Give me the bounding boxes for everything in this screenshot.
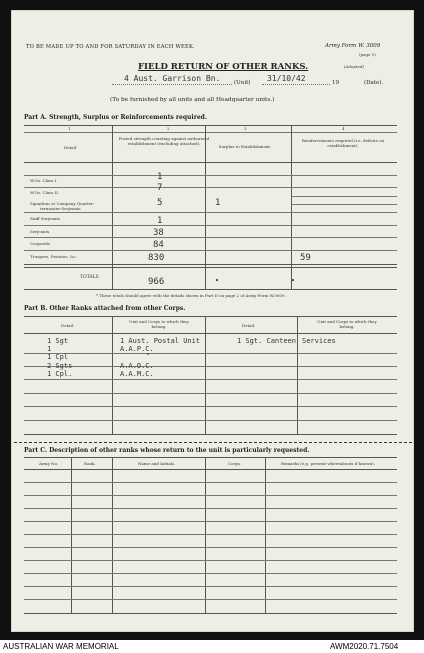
footer-accession-number: AWM2020.71.7504 — [330, 642, 399, 651]
totals-value: 966 — [148, 277, 165, 287]
unit-value: 4 Aust. Garrison Bn. — [124, 74, 221, 83]
part-c-col-rank: Rank. — [84, 461, 96, 466]
adopted-note: (Adopted) — [344, 64, 365, 69]
part-c-title: Part C. Description of other ranks whose return to the unit is particularly requested. — [24, 447, 310, 454]
date-value: 31/10/42 — [267, 74, 306, 83]
col-number-2: 2 — [167, 126, 170, 131]
posted-sgt: 38 — [153, 228, 164, 238]
attached-detail-1: 1 Sgt — [47, 337, 69, 345]
posted-cpl: 84 — [153, 240, 164, 250]
col-header-posted: Posted strength counting against authorized establishment (excluding attached). — [118, 136, 210, 146]
attached-detail-3: 1 Cpl — [47, 353, 69, 361]
totals-note: * These totals should agree with the details shown in Part D on page 2 of Army Form W.3009. — [96, 293, 286, 298]
attached-detail-4: 2 Sgts — [47, 362, 73, 370]
reinf-troopers: 59 — [300, 253, 311, 263]
attached-unit-3: " — [146, 352, 151, 360]
form-title: FIELD RETURN OF OTHER RANKS. — [138, 62, 309, 72]
row-detail-wo2: W.Os. Class II. — [30, 190, 60, 195]
row-detail-troopers: Troopers, Privates, &c. — [30, 254, 78, 259]
col-header-detail: Detail. — [64, 145, 78, 150]
part-c-col-army-no: Army No. — [39, 461, 59, 466]
section-separator — [14, 442, 412, 443]
posted-cqms: 5 — [157, 198, 163, 208]
col-number-3: 3 — [244, 126, 247, 131]
posted-wo2: 7 — [157, 183, 163, 193]
surplus-cqms: 1 — [215, 198, 221, 208]
totals-label: TOTALS — [80, 275, 99, 280]
form-reference: Army Form W. 3009 — [325, 43, 381, 49]
col-number-4: 4 — [342, 126, 345, 131]
furnished-note: (To be furnished by all units and all Headquarter units.) — [110, 97, 275, 103]
attached-unit-5: A.A.M.C. — [120, 370, 154, 378]
row-detail-cqms-cont: termaster-Serjeants — [40, 206, 81, 211]
unit-label: (Unit) — [234, 80, 251, 86]
form-sheet — [11, 10, 414, 632]
footer-institution: AUSTRALIAN WAR MEMORIAL — [3, 642, 119, 651]
part-c-col-remarks: Remarks (e.g. present whereabouts if known). — [281, 461, 376, 466]
row-detail-sgt: Serjeants — [30, 229, 50, 234]
attached-detail-2: 1 — [47, 345, 52, 353]
part-b-title: Part B. Other Ranks attached from other Corps. — [24, 305, 186, 312]
part-c-col-corps: Corps. — [228, 461, 242, 466]
date-label: (Date). — [364, 80, 384, 86]
part-c-col-name: Name and Initials. — [138, 461, 176, 466]
attached-detail-2-1: 1 Sgt. Canteen — [237, 337, 297, 345]
part-b-col-detail-2: Detail. — [242, 323, 256, 328]
col-header-surplus: Surplus to Establishment. — [218, 144, 272, 149]
attached-unit-2-1: Services — [302, 337, 336, 345]
attached-detail-5: 1 Cpl. — [47, 370, 73, 378]
part-b-col-unit-2: Unit and Corps to which they belong. — [317, 319, 377, 329]
page-number: (page 1) — [359, 52, 376, 57]
col-number-1: 1 — [68, 126, 71, 131]
posted-wo1: 1 — [157, 172, 163, 182]
totals-surplus-asterisk — [216, 279, 218, 281]
row-detail-staff-sgt: Staff Serjeants — [30, 216, 61, 221]
attached-unit-1: 1 Aust. Postal Unit — [120, 337, 201, 345]
posted-troopers: 830 — [148, 253, 165, 263]
part-a-title: Part A. Strength, Surplus or Reinforcements required. — [24, 114, 207, 121]
archive-footer — [0, 640, 424, 653]
row-detail-cpl: Corporals — [30, 241, 50, 246]
posted-staff-sgt: 1 — [157, 216, 163, 226]
totals-reinf-asterisk — [292, 279, 294, 281]
part-b-col-unit: Unit and Corps to which they belong. — [129, 319, 189, 329]
made-up-instruction: TO BE MADE UP TO AND FOR SATURDAY IN EACH WEEK. — [26, 44, 195, 50]
year-prefix: 19 — [332, 80, 339, 86]
row-detail-wo1: W.Os. Class I. — [30, 178, 58, 183]
attached-unit-2: A.A.P.C. — [120, 345, 154, 353]
part-b-col-detail: Detail. — [61, 323, 75, 328]
attached-unit-4: A.A.O.C. — [120, 362, 154, 370]
col-header-reinforcements: Reinforcements required (i.e. deficits on establishment). — [301, 138, 385, 148]
row-detail-cqms: Squadron or Company Quarter- — [30, 201, 95, 206]
